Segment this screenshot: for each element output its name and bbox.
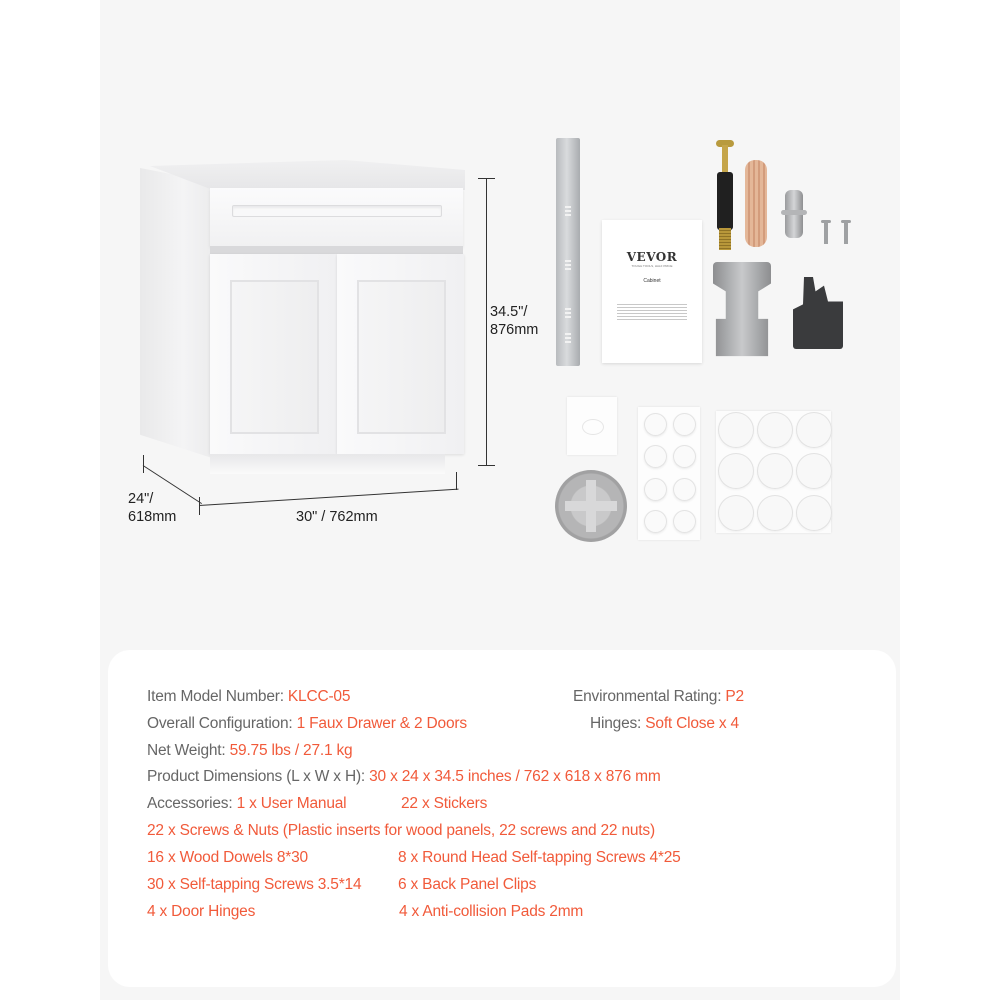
spec-value: Soft Close x 4 [645, 715, 739, 732]
rail-holes [565, 206, 571, 218]
width-dimension-label: 30" / 762mm [296, 509, 378, 525]
anti-collision-pads-image [638, 407, 700, 540]
cabinet-side-panel [140, 168, 212, 458]
spec-label: Environmental Rating: [573, 688, 722, 705]
shelf-pin-image [785, 190, 803, 238]
spec-net-weight [147, 741, 352, 761]
screw-icon [824, 220, 828, 244]
spec-label: Hinges: [590, 715, 642, 732]
pad [673, 413, 696, 436]
depth-inches: 24"/ [128, 491, 154, 507]
pad [644, 510, 667, 533]
spec-label: Accessories: [147, 795, 233, 812]
spec-value: P2 [725, 688, 744, 705]
width-tick-end [456, 472, 457, 490]
cover-dot [757, 412, 793, 448]
manual-title: Cabinet [643, 278, 661, 284]
cabinet-faux-drawer [210, 188, 463, 246]
cabinet-image [140, 160, 465, 475]
accessory-item: 16 x Wood Dowels 8*30 [147, 849, 308, 866]
screw-icon [844, 220, 848, 244]
drawer-slide-rail-image [556, 138, 580, 366]
bolt-shaft [722, 145, 728, 173]
manual-brand: VEVOR [626, 250, 678, 264]
door-panel [357, 280, 446, 434]
spec-label: Overall Configuration: [147, 715, 293, 732]
cover-dot [718, 495, 754, 531]
spec-model-number [147, 687, 350, 707]
height-mm: 876mm [490, 322, 539, 338]
accessory-item: 1 x User Manual [236, 795, 347, 812]
spec-product-dimensions [147, 767, 661, 787]
wood-dowel-image [745, 160, 767, 247]
rail-holes [565, 260, 571, 272]
pad [673, 478, 696, 501]
accessory-item: 6 x Back Panel Clips [398, 876, 537, 893]
accessory-item: 22 x Stickers [401, 795, 488, 812]
cabinet-gap [210, 246, 463, 254]
depth-mm: 618mm [128, 509, 177, 525]
accessory-item: 4 x Door Hinges [147, 903, 256, 920]
cover-dot [757, 453, 793, 489]
cover-dot [796, 495, 832, 531]
accessory-item: 4 x Anti-collision Pads 2mm [399, 903, 584, 920]
spec-environmental-rating [573, 687, 744, 707]
pad [644, 413, 667, 436]
spec-value: 59.75 lbs / 27.1 kg [229, 742, 353, 759]
pad [644, 445, 667, 468]
manual-body-text [617, 304, 687, 320]
cover-dot [718, 453, 754, 489]
pad [673, 445, 696, 468]
accessory-item: 22 x Screws & Nuts (Plastic inserts for wood panels, 22 screws and 22 nuts) [147, 822, 655, 839]
cover-dot [796, 453, 832, 489]
screw-cover-stickers-image [716, 411, 831, 533]
spec-accessories [147, 794, 346, 814]
depth-dimension-label [128, 490, 176, 526]
height-dimension-line [486, 178, 487, 466]
depth-tick-start [143, 455, 144, 473]
cam-bolt-image [715, 140, 735, 250]
accessory-item: 30 x Self-tapping Screws 3.5*14 [147, 876, 362, 893]
spec-hinges [590, 714, 739, 734]
sticker-image [567, 397, 617, 455]
door-panel [230, 280, 319, 434]
pad [644, 478, 667, 501]
rail-holes [565, 333, 571, 345]
cover-dot [718, 412, 754, 448]
spec-value: 30 x 24 x 34.5 inches / 762 x 618 x 876 mm [369, 768, 661, 785]
user-manual-image [602, 220, 702, 363]
height-dimension-label [490, 303, 538, 339]
bolt-body [717, 172, 733, 230]
spec-label: Item Model Number: [147, 688, 284, 705]
pad [673, 510, 696, 533]
spec-label: Product Dimensions (L x W x H): [147, 768, 366, 785]
depth-tick-end [199, 497, 200, 515]
cabinet-door-right [337, 254, 464, 454]
spec-value: 1 Faux Drawer & 2 Doors [296, 715, 467, 732]
bolt-thread [719, 228, 731, 250]
cover-dot [757, 495, 793, 531]
back-panel-clip-image [555, 470, 627, 542]
cabinet-door-left [210, 254, 337, 454]
height-inches: 34.5"/ [490, 304, 528, 320]
cabinet-toe-kick [210, 454, 445, 474]
spec-label: Net Weight: [147, 742, 226, 759]
spec-configuration [147, 714, 467, 734]
cover-dot [796, 412, 832, 448]
rail-holes [565, 308, 571, 320]
manual-tagline: TOUGH TOOLS, HALF PRICE [631, 264, 673, 268]
spec-value: KLCC-05 [287, 688, 351, 705]
drawer-rail [232, 205, 442, 217]
accessory-item: 8 x Round Head Self-tapping Screws 4*25 [398, 849, 681, 866]
